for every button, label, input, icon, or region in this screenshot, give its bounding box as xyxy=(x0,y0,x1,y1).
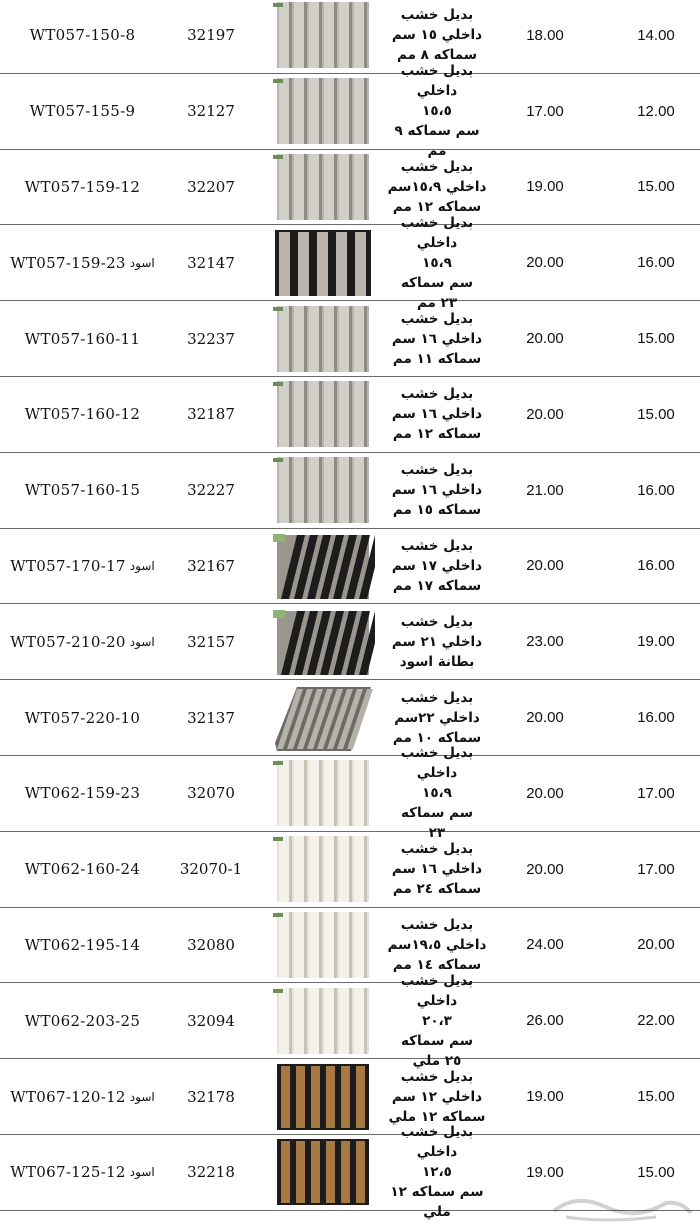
product-description xyxy=(378,63,496,160)
panel-image xyxy=(271,304,375,374)
product-description-text: بديل خشب داخلي ١٦ سم سماكه ١٢ مم xyxy=(391,386,483,443)
product-code-text: WT057-160-15 xyxy=(24,481,141,500)
product-description xyxy=(378,301,496,376)
product-thumbnail xyxy=(268,453,378,528)
table-row xyxy=(0,63,700,160)
product-description-text: بديل خشب داخلي ١٢،٥ سم سماكه ١٢ ملي xyxy=(390,1124,484,1221)
price-a: 20.00 xyxy=(526,330,564,348)
product-description-text: بديل خشب داخلي ٢٢سم سماكه ١٠ مم xyxy=(392,689,482,746)
color-note: اسود xyxy=(129,255,155,270)
product-thumbnail xyxy=(268,301,378,376)
product-code-text: WT057-220-10 xyxy=(24,708,141,727)
item-number: 32237 xyxy=(187,329,235,348)
panel-image xyxy=(271,0,375,70)
table-row xyxy=(0,832,700,908)
product-description-text: بديل خشب داخلي ١٥،٩ سم سماكه ٢٣ مم xyxy=(400,214,474,311)
table-row xyxy=(0,301,700,377)
table-row xyxy=(0,529,700,605)
product-code-text: WT062-159-23 xyxy=(24,784,141,803)
product-thumbnail xyxy=(268,225,378,300)
color-note: اسود xyxy=(129,634,155,649)
panel-image xyxy=(271,228,375,298)
product-code xyxy=(0,1135,165,1210)
panel-image xyxy=(271,1137,375,1207)
item-number: 32070 xyxy=(187,784,235,803)
product-description-text: بديل خشب داخلي ١٩،٥سم سماكه ١٤ مم xyxy=(387,916,487,973)
price-b: 16.00 xyxy=(637,254,675,272)
product-code-text: WT067-120-12 xyxy=(10,1087,126,1106)
product-code-text: WT057-159-12 xyxy=(24,177,141,196)
table-row xyxy=(0,604,700,680)
price-b: 15.00 xyxy=(637,178,675,196)
table-row xyxy=(0,214,700,311)
product-thumbnail xyxy=(268,604,378,679)
item-number: 32157 xyxy=(187,632,235,651)
price-b: 15.00 xyxy=(637,1163,675,1181)
price-a: 23.00 xyxy=(526,633,564,651)
item-number: 32167 xyxy=(187,556,235,575)
color-note: اسود xyxy=(129,1165,155,1180)
price-a: 24.00 xyxy=(526,936,564,954)
price-a: 20.00 xyxy=(526,254,564,272)
product-description xyxy=(378,1124,496,1221)
price-a: 17.00 xyxy=(526,102,564,120)
item-number: 32207 xyxy=(187,177,235,196)
panel-image xyxy=(271,758,375,828)
color-note: اسود xyxy=(129,558,155,573)
price-a: 21.00 xyxy=(526,481,564,499)
product-description-text: بديل خشب داخلي ١٦ سم سماكه ١١ مم xyxy=(391,310,483,367)
price-b: 20.00 xyxy=(637,936,675,954)
panel-image xyxy=(271,531,375,601)
product-description-text: بديل خشب داخلي ١٧ سم سماكه ١٧ مم xyxy=(391,537,483,594)
panel-image xyxy=(271,607,375,677)
product-code xyxy=(0,377,165,452)
item-number: 32187 xyxy=(187,405,235,424)
product-code-text: WT062-195-14 xyxy=(24,935,141,954)
table-row xyxy=(0,680,700,756)
table-row xyxy=(0,972,700,1069)
price-a: 20.00 xyxy=(526,860,564,878)
price-b: 17.00 xyxy=(637,784,675,802)
product-description-text: بديل خشب داخلي ١٦ سم سماكه ١٥ مم xyxy=(391,462,483,519)
price-b: 22.00 xyxy=(637,1012,675,1030)
price-b: 16.00 xyxy=(637,709,675,727)
product-description xyxy=(378,453,496,528)
product-code xyxy=(0,301,165,376)
watermark-logo-icon xyxy=(546,1189,696,1225)
product-code xyxy=(0,0,165,73)
product-code xyxy=(0,908,165,983)
product-code-text: WT057-210-20 xyxy=(10,632,126,651)
product-code-text: WT057-160-12 xyxy=(24,405,141,424)
product-description xyxy=(378,377,496,452)
product-description-text: بديل خشب داخلي ١٥،٥ سم سماكه ٩ مم xyxy=(394,63,480,160)
item-number: 32094 xyxy=(187,1011,235,1030)
table-row xyxy=(0,377,700,453)
panel-image xyxy=(271,152,375,222)
product-code xyxy=(0,74,165,149)
item-number: 32137 xyxy=(187,708,235,727)
item-number: 32218 xyxy=(187,1163,235,1182)
product-thumbnail xyxy=(268,0,378,73)
price-a: 19.00 xyxy=(526,178,564,196)
price-b: 15.00 xyxy=(637,1088,675,1106)
product-code xyxy=(0,529,165,604)
product-thumbnail xyxy=(268,832,378,907)
panel-image xyxy=(271,1062,375,1132)
price-b: 14.00 xyxy=(637,26,675,44)
product-thumbnail xyxy=(268,74,378,149)
product-code xyxy=(0,150,165,225)
product-thumbnail xyxy=(268,529,378,604)
product-description-text: بديل خشب داخلي ١٥،٩ سم سماكه ٢٣ xyxy=(400,745,474,842)
product-thumbnail xyxy=(268,150,378,225)
panel-image xyxy=(271,379,375,449)
product-thumbnail xyxy=(268,680,378,755)
product-thumbnail xyxy=(268,983,378,1058)
product-code xyxy=(0,1059,165,1134)
product-thumbnail xyxy=(268,908,378,983)
price-a: 20.00 xyxy=(526,557,564,575)
product-thumbnail xyxy=(268,756,378,831)
product-description xyxy=(378,604,496,679)
table-row xyxy=(0,150,700,226)
product-description-text: بديل خشب داخلي ٢٠،٣ سم سماكه ٢٥ ملي xyxy=(400,972,474,1069)
price-b: 17.00 xyxy=(637,860,675,878)
item-number: 32070-1 xyxy=(179,860,243,879)
panel-image xyxy=(271,910,375,980)
panel-image xyxy=(271,834,375,904)
price-a: 19.00 xyxy=(526,1088,564,1106)
item-number: 32147 xyxy=(187,253,235,272)
product-description xyxy=(378,745,496,842)
product-description-text: بديل خشب داخلي ٢١ سم بطانة اسود xyxy=(391,613,483,670)
price-b: 12.00 xyxy=(637,102,675,120)
product-code-text: WT057-155-9 xyxy=(29,102,136,121)
price-a: 19.00 xyxy=(526,1163,564,1181)
item-number: 32127 xyxy=(187,102,235,121)
color-note: اسود xyxy=(129,1089,155,1104)
price-a: 20.00 xyxy=(526,709,564,727)
product-description-text: بديل خشب داخلي ١٢ سم سماكه ١٢ ملي xyxy=(388,1068,486,1125)
price-b: 15.00 xyxy=(637,405,675,423)
item-number: 32080 xyxy=(187,935,235,954)
table-row xyxy=(0,453,700,529)
price-a: 20.00 xyxy=(526,405,564,423)
panel-image xyxy=(271,455,375,525)
table-row xyxy=(0,908,700,984)
product-description-text: بديل خشب داخلي ١٦ سم سماكه ٢٤ مم xyxy=(391,841,483,898)
product-description xyxy=(378,832,496,907)
price-a: 20.00 xyxy=(526,784,564,802)
table-row xyxy=(0,745,700,842)
product-thumbnail xyxy=(268,377,378,452)
item-number: 32227 xyxy=(187,481,235,500)
product-description xyxy=(378,214,496,311)
table-row xyxy=(0,0,700,74)
price-a: 26.00 xyxy=(526,1012,564,1030)
product-description-text: بديل خشب داخلي ١٥ سم سماكه ٨ مم xyxy=(391,7,483,64)
product-code-text: WT057-150-8 xyxy=(29,26,136,45)
item-number: 32197 xyxy=(187,26,235,45)
product-description-text: بديل خشب داخلي ١٥،٩سم سماكه ١٢ مم xyxy=(387,158,487,215)
product-code-text: WT057-159-23 xyxy=(10,253,126,272)
product-code-text: WT067-125-12 xyxy=(10,1163,126,1182)
product-thumbnail xyxy=(268,1059,378,1134)
panel-image xyxy=(271,76,375,146)
panel-image xyxy=(271,986,375,1056)
product-code-text: WT062-203-25 xyxy=(24,1011,141,1030)
product-code xyxy=(0,604,165,679)
product-description xyxy=(378,529,496,604)
price-b: 19.00 xyxy=(637,633,675,651)
product-code xyxy=(0,756,165,831)
price-a: 18.00 xyxy=(526,26,564,44)
price-b: 16.00 xyxy=(637,481,675,499)
product-thumbnail xyxy=(268,1135,378,1210)
product-code xyxy=(0,832,165,907)
product-code-text: WT057-160-11 xyxy=(24,329,141,348)
item-number: 32178 xyxy=(187,1087,235,1106)
product-code xyxy=(0,983,165,1058)
product-code xyxy=(0,453,165,528)
panel-image xyxy=(271,683,375,753)
product-code-text: WT062-160-24 xyxy=(24,860,141,879)
price-b: 16.00 xyxy=(637,557,675,575)
product-code xyxy=(0,680,165,755)
table-row xyxy=(0,1059,700,1135)
product-code xyxy=(0,225,165,300)
product-code-text: WT057-170-17 xyxy=(10,556,126,575)
price-b: 15.00 xyxy=(637,330,675,348)
product-description xyxy=(378,972,496,1069)
